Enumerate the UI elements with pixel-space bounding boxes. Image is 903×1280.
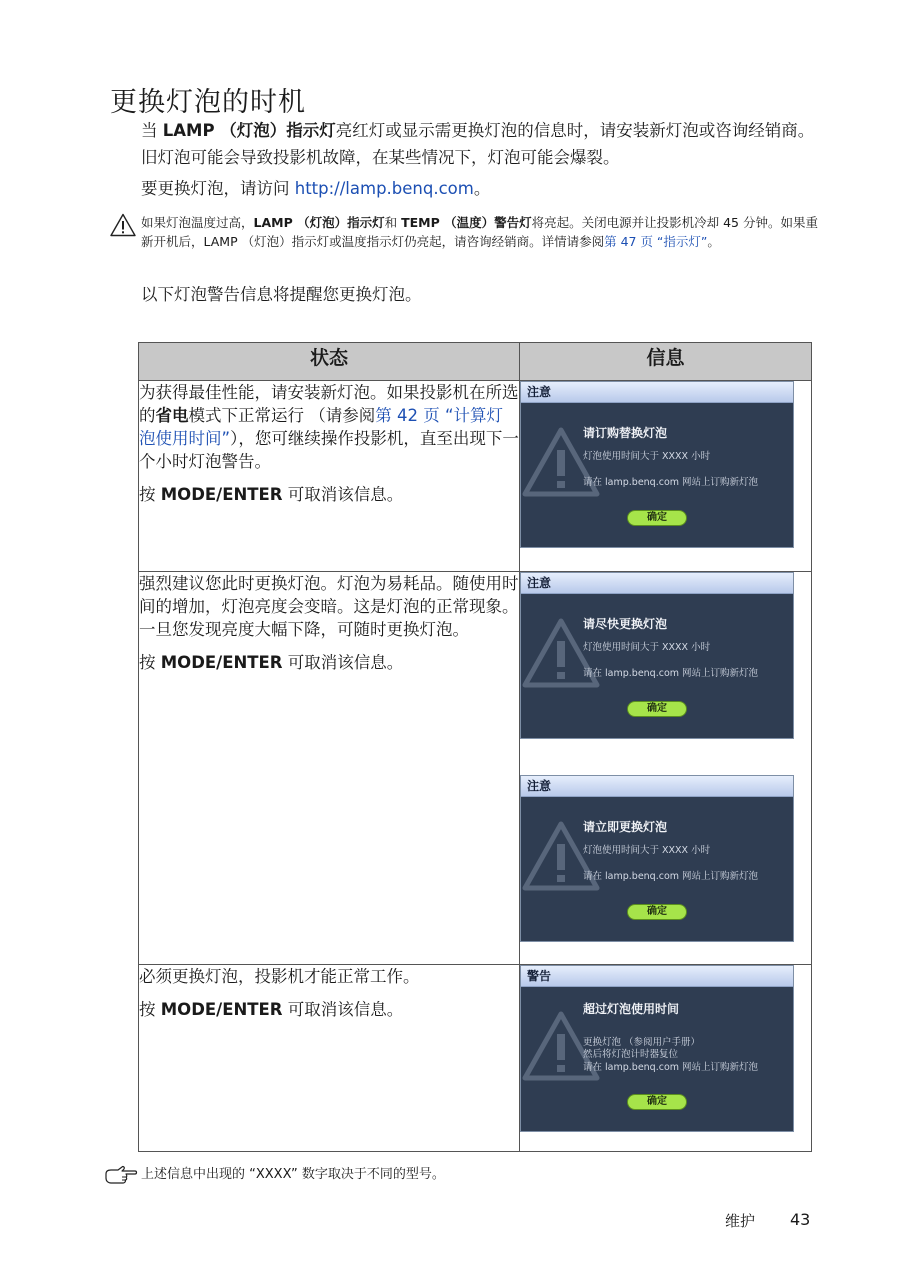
status-cell [139, 381, 520, 572]
status-cell [139, 965, 520, 1152]
lamp-website-link[interactable]: http://lamp.benq.com [294, 179, 474, 198]
dialog-title: 超过灯泡使用时间 [583, 1002, 680, 1016]
action-prefix: 按 [139, 1000, 161, 1019]
status-text: 必须更换灯泡，投影机才能正常工作。 [139, 967, 420, 986]
intro-paragraph [141, 117, 821, 171]
action-suffix: 可取消该信息。 [282, 1000, 404, 1019]
indicator-page-link[interactable]: 第 47 页 “指示灯” [604, 234, 708, 249]
ok-button[interactable]: 确定 [627, 1094, 687, 1110]
caution-text-2: 和 [384, 215, 402, 230]
dialog-line: 灯泡使用时间大于 XXXX 小时 [583, 451, 711, 462]
dialog-title: 请立即更换灯泡 [583, 820, 668, 834]
page-number: 43 [790, 1210, 811, 1229]
table-header-row [139, 343, 812, 381]
visit-paragraph [141, 175, 821, 202]
dialog-line: 灯泡使用时间大于 XXXX 小时 [583, 845, 711, 856]
status-text [139, 381, 519, 473]
visit-text-1: 要更换灯泡，请访问 [141, 179, 295, 198]
mode-enter-key: MODE/ENTER [160, 653, 283, 672]
eco-mode-bold: 省电 [155, 406, 189, 425]
status-text-part: ），您可继续操作投影机，直至出现下一个小时灯泡警告。 [139, 429, 519, 471]
message-cell [520, 572, 812, 965]
table-row [139, 572, 812, 965]
intro-text-1: 当 [141, 121, 163, 140]
dialog-line: 更换灯泡 （参阅用户手册） [583, 1037, 701, 1048]
dialog-line: 然后将灯泡计时器复位 [583, 1049, 679, 1060]
table-row [139, 965, 812, 1152]
action-text [139, 998, 519, 1021]
dialog-title: 请尽快更换灯泡 [583, 617, 668, 631]
ok-button[interactable]: 确定 [627, 701, 687, 717]
intro-text-2: 亮红灯或显示需更换灯泡的信息时，请安装新灯泡或咨询经销商。旧灯泡可能会导致投影机故障，在某些情况下，灯泡可能会爆裂。 [141, 121, 815, 167]
lead-in-text: 以下灯泡警告信息将提醒您更换灯泡。 [141, 285, 422, 304]
lamp-message-table [138, 342, 812, 1152]
dialog-line: 请在 lamp.benq.com 网站上订购新灯泡 [583, 477, 759, 488]
action-text [139, 483, 519, 506]
page-title: 更换灯泡的时机 [110, 87, 306, 118]
status-text: 强烈建议您此时更换灯泡。灯泡为易耗品。随使用时间的增加，灯泡亮度会变暗。这是灯泡的正常现象。一旦您发现亮度大幅下降，可随时更换灯泡。 [139, 574, 519, 639]
mode-enter-key: MODE/ENTER [160, 485, 283, 504]
caution-text-4: 。 [707, 234, 720, 249]
action-prefix: 按 [139, 653, 161, 672]
status-column-header: 状态 [139, 343, 520, 381]
dialog-line: 请在 lamp.benq.com 网站上订购新灯泡 [583, 668, 759, 679]
dialog-line: 灯泡使用时间大于 XXXX 小时 [583, 642, 711, 653]
caution-text-1: 如果灯泡温度过高， [141, 215, 254, 230]
mode-enter-key: MODE/ENTER [160, 1000, 283, 1019]
action-suffix: 可取消该信息。 [282, 653, 404, 672]
dialog-header: 注意 [521, 776, 793, 797]
lamp-hours-page-link[interactable]: 第 42 页 “计算灯泡使用时间” [139, 406, 504, 448]
dialog-line: 请在 lamp.benq.com 网站上订购新灯泡 [583, 871, 759, 882]
caution-triangle-icon [110, 213, 136, 237]
dialog-title: 请订购替换灯泡 [583, 426, 668, 440]
ok-button[interactable]: 确定 [627, 904, 687, 920]
caution-text-3: 将亮起。关闭电源并让投影机冷却 45 分钟。如果重新开机后，LAMP （灯泡）指示灯或温度指示灯仍亮起，请咨询经销商。详情请参阅 [141, 215, 818, 249]
dialog-header: 注意 [521, 573, 793, 594]
dialog-header: 警告 [521, 966, 793, 987]
visit-text-2: 。 [473, 179, 491, 198]
model-note: 上述信息中出现的 “XXXX” 数字取决于不同的型号。 [141, 1167, 445, 1182]
osd-warning-dialog [520, 965, 794, 1132]
caution-temp-bold: TEMP （温度）警告灯 [401, 215, 532, 230]
table-row [139, 381, 812, 572]
action-suffix: 可取消该信息。 [282, 485, 404, 504]
status-cell [139, 572, 520, 965]
action-text [139, 651, 519, 674]
dialog-line: 请在 lamp.benq.com 网站上订购新灯泡 [583, 1062, 759, 1073]
message-column-header: 信息 [520, 343, 812, 381]
message-cell [520, 965, 812, 1152]
dialog-header: 注意 [521, 382, 793, 403]
status-text-part: 为获得最佳性能，请安装新灯泡。如果投影机在所选的 [139, 383, 519, 425]
osd-dialog [520, 381, 794, 548]
caution-lamp-bold: LAMP （灯泡）指示灯 [253, 215, 385, 230]
ok-button[interactable]: 确定 [627, 510, 687, 526]
pointing-hand-note-icon [104, 1165, 138, 1185]
osd-dialog [520, 775, 794, 942]
action-prefix: 按 [139, 485, 161, 504]
status-text-part: 模式下正常运行 （请参阅 [188, 406, 376, 425]
lamp-indicator-bold: LAMP （灯泡）指示灯 [162, 121, 336, 140]
message-cell [520, 381, 812, 572]
caution-note [141, 213, 821, 251]
osd-dialog [520, 572, 794, 739]
footer-section-name: 维护 [725, 1212, 756, 1230]
